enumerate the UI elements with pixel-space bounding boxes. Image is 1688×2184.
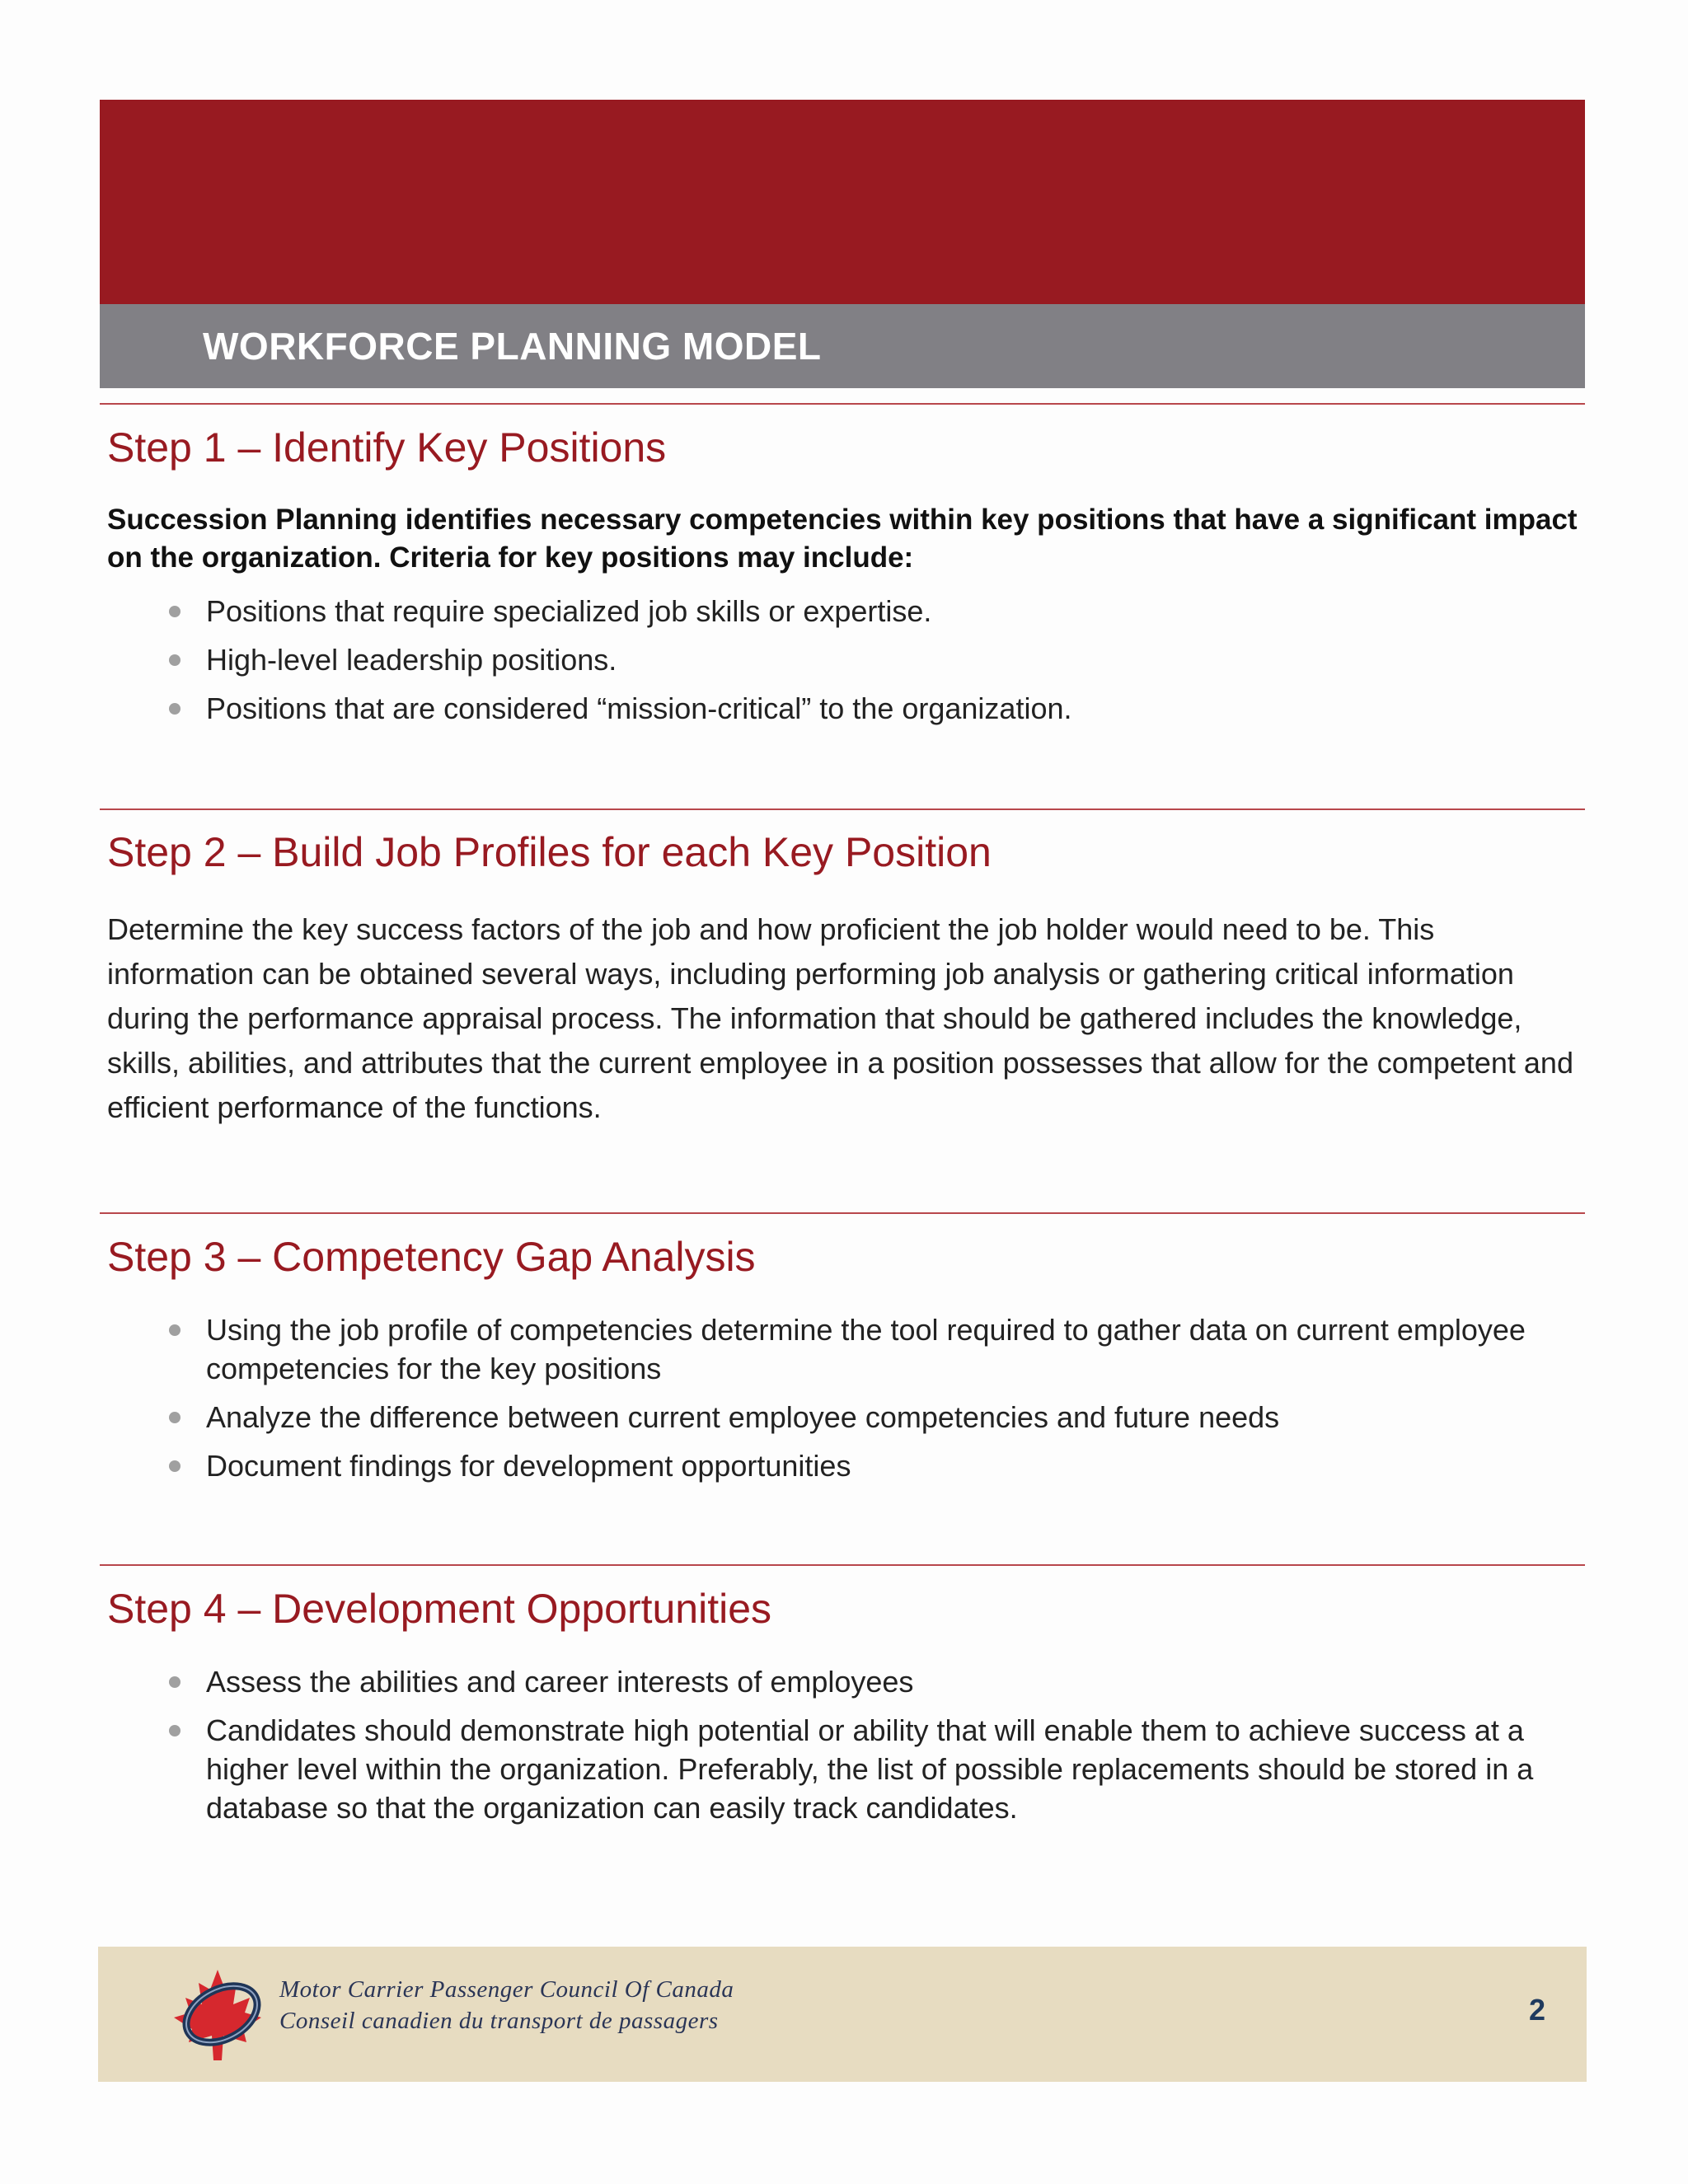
step-4-bullet-list bbox=[206, 1662, 1566, 1837]
step-1-intro: Succession Planning identifies necessary competencies within key positions that have a significant impact on the organization. Criteria for key positions may include: bbox=[107, 504, 1578, 574]
section-divider bbox=[100, 808, 1585, 810]
step-4-title: Step 4 – Development Opportunities bbox=[107, 1586, 772, 1632]
footer bbox=[98, 1947, 1587, 2082]
bullet-icon bbox=[169, 606, 181, 617]
list-item: High-level leadership positions. bbox=[206, 640, 1566, 679]
bullet-icon bbox=[169, 1324, 181, 1336]
list-item: Analyze the difference between current employee competencies and future needs bbox=[206, 1398, 1566, 1436]
step-3-bullet-list bbox=[206, 1310, 1566, 1495]
list-item: Assess the abilities and career interests of employees bbox=[206, 1662, 1566, 1701]
bullet-icon bbox=[169, 1412, 181, 1423]
section-divider bbox=[100, 1564, 1585, 1566]
step-1-bullet-list bbox=[206, 592, 1566, 738]
header-title-bar bbox=[100, 304, 1585, 388]
bullet-icon bbox=[169, 1725, 181, 1736]
org-name-fr: Conseil canadien du transport de passagers bbox=[279, 2008, 719, 2034]
header-banner bbox=[100, 100, 1585, 304]
bullet-icon bbox=[169, 703, 181, 715]
list-item: Positions that require specialized job skills or expertise. bbox=[206, 592, 1566, 630]
list-item: Document findings for development opportunities bbox=[206, 1446, 1566, 1485]
bullet-icon bbox=[169, 1460, 181, 1472]
section-divider bbox=[100, 1212, 1585, 1214]
bullet-icon bbox=[169, 1676, 181, 1688]
list-item: Candidates should demonstrate high potential or ability that will enable them to achieve success at a higher level within the organization. Preferably, the list of possible replacements should be stored in a database so that the organization can easily track candidates. bbox=[206, 1711, 1566, 1827]
step-2-title: Step 2 – Build Job Profiles for each Key Position bbox=[107, 829, 992, 875]
maple-leaf-logo-icon bbox=[164, 1963, 271, 2066]
page-number: 2 bbox=[1528, 1993, 1545, 2027]
list-item: Using the job profile of competencies determine the tool required to gather data on current employee competencies for the key positions bbox=[206, 1310, 1566, 1388]
section-divider bbox=[100, 403, 1585, 405]
bullet-icon bbox=[169, 654, 181, 666]
page-title: WORKFORCE PLANNING MODEL bbox=[203, 325, 822, 368]
list-item: Positions that are considered “mission-critical” to the organization. bbox=[206, 689, 1566, 728]
step-2-paragraph: Determine the key success factors of the job and how proficient the job holder would need to be. This information can be obtained several ways, including performing job analysis or gathering critical information during the performance appraisal process. The information that should be gathered includes the knowledge, skills, abilities, and attributes that the current employee in a position possesses that allow for the competent and efficient performance of the functions. bbox=[107, 912, 1573, 1124]
step-3-title: Step 3 – Competency Gap Analysis bbox=[107, 1234, 756, 1280]
org-name-en: Motor Carrier Passenger Council Of Canada bbox=[279, 1976, 734, 2003]
step-1-title: Step 1 – Identify Key Positions bbox=[107, 424, 667, 471]
